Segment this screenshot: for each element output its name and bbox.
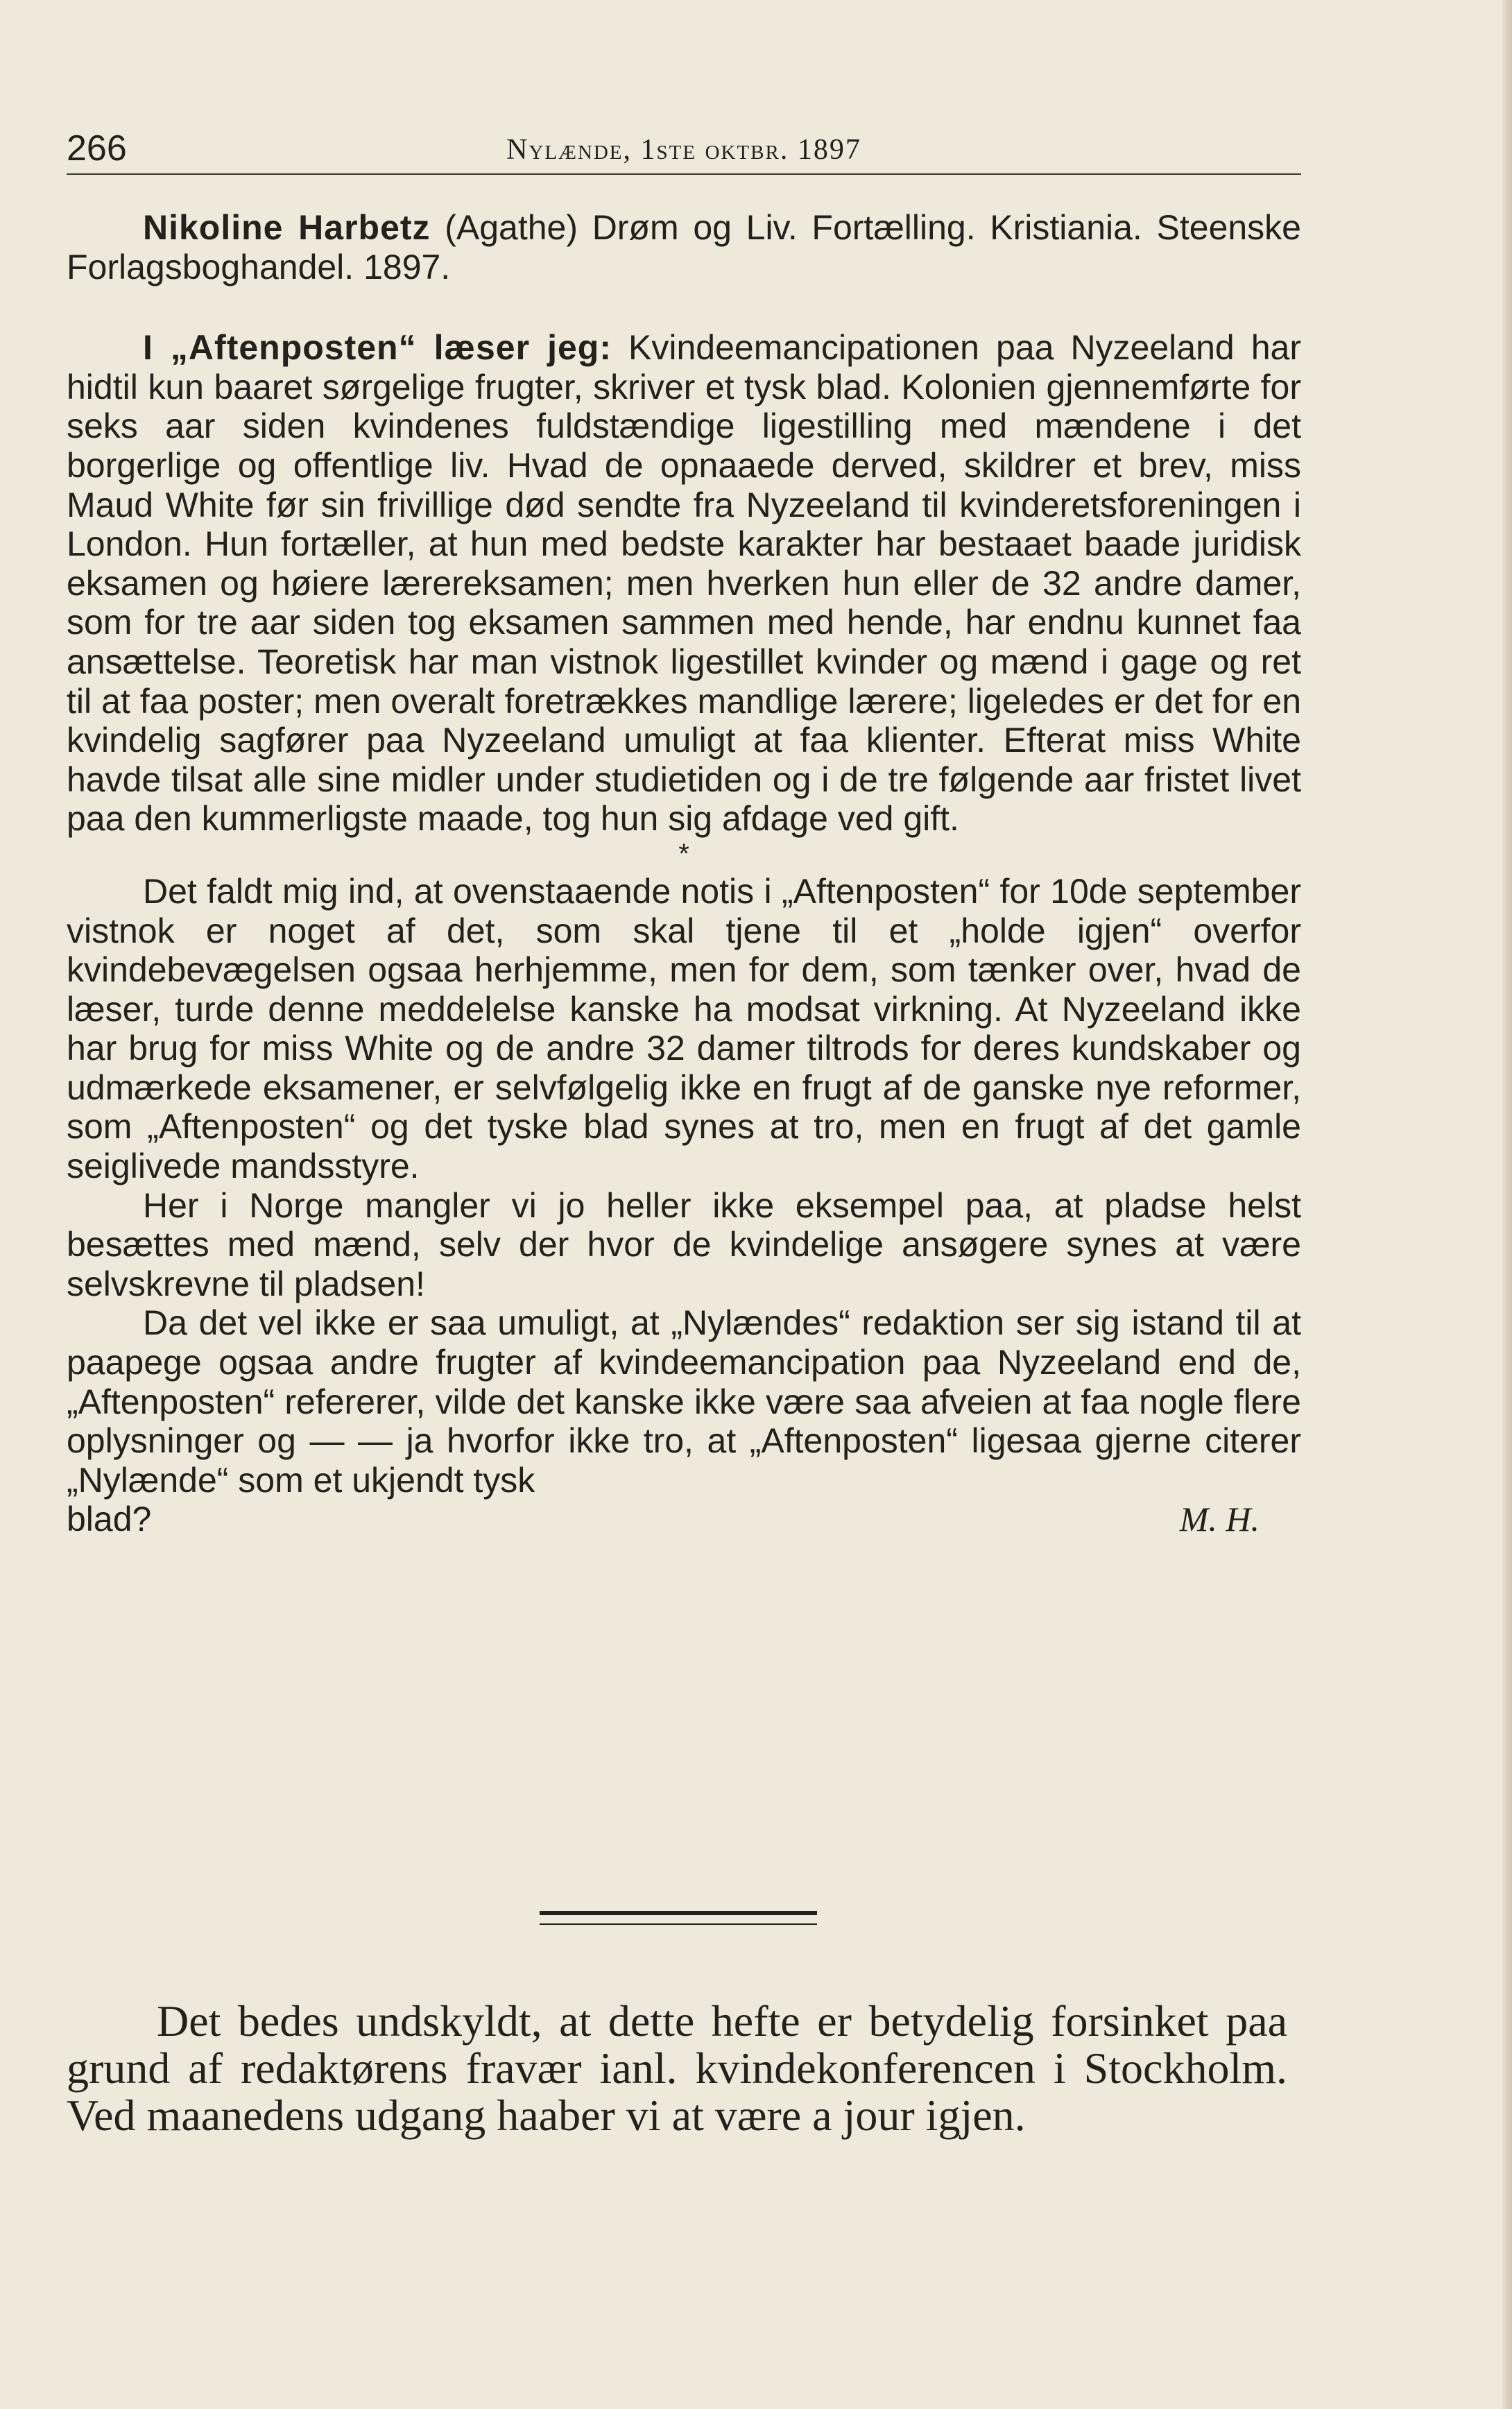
review-author: Nikoline Harbetz: [143, 208, 431, 247]
closing-line: [67, 1500, 1301, 1539]
page-header: [67, 118, 1301, 175]
paragraph-lead: I „Aftenposten“ læser jeg:: [143, 328, 612, 368]
signature: M. H.: [1179, 1500, 1260, 1539]
notice-text: Det bedes undskyldt, at dette hefte er betydelig forsinket paa grund af redaktørens fravær ianl. kvindekonferencen i Stockholm. Ved maanedens udgang haaber vi at være a jour igjen.: [67, 1996, 1287, 2140]
paragraph-4-end: blad?: [67, 1500, 152, 1539]
running-head: Nylænde, 1ste oktbr. 1897: [506, 134, 861, 166]
paragraph-3: Her i Norge mangler vi jo heller ikke eksempel paa, at pladse helst besættes med mænd, selv der hvor de kvindelige ansøgere synes at være selvskrevne til pladsen!: [67, 1185, 1301, 1303]
section-divider: [540, 1911, 817, 1925]
editorial-notice: [67, 1998, 1287, 2139]
paragraph-1-text: Kvindeemancipationen paa Nyzeeland har hidtil kun baaret sørgelige frugter, skriver et tysk blad. Kolonien gjennemførte for seks aar siden kvindenes fuldstændige ligestilling med mændene i det borgerlige og offentlige liv. Hvad de opnaaede derved, skildrer et brev, miss Maud White før sin frivillige død sendte fra Nyzeeland til kvinderetsforeningen i London. Hun fortæller, at hun med bedste karakter har bestaaet baade juridisk eksamen og høiere lærereksamen; men hverken hun eller de 32 andre damer, som for tre aar siden tog eksamen sammen med hende, har endnu kunnet faa ansættelse. Teoretisk har man vistnok ligestillet kvinder og mænd i gage og ret til at faa poster; men overalt foretrækkes mandlige lærere; ligeledes er det for en kvindelig sagfører paa Nyzeeland umuligt at faa klienter. Efterat miss White havde tilsat alle sine midler under studietiden og i de tre følgende aar fristet livet paa den kummerligste maade, tog hun sig afdage ved gift.: [67, 328, 1302, 839]
review-details: (Agathe) Drøm og Liv. Fortælling. Kristiania. Steenske Forlagsboghandel. 1897.: [67, 208, 1301, 286]
paragraph-2: Det faldt mig ind, at ovenstaaende notis i „Aftenposten“ for 10de september vistnok er noget af det, som skal tjene til et „holde igjen“ overfor kvindebevægelsen ogsaa herhjemme, men for dem, som tænker over, hvad de læser, turde denne meddelelse kanske ha modsat virkning. At Nyzeeland ikke har brug for miss White og de andre 32 damer tiltrods for deres kundskaber og udmærkede eksamener, er selvfølgelig ikke en frugt af de ganske nye reformer, som „Aftenposten“ og det tyske blad synes at tro, men en frugt af det gamle seiglivede mandsstyre.: [67, 871, 1301, 1186]
section-separator: *: [678, 838, 689, 869]
paragraph-1: [67, 328, 1301, 839]
page-edge-shadow: [1502, 0, 1512, 2409]
paragraph-4: Da det vel ikke er saa umuligt, at „Nylændes“ redaktion ser sig istand til at paapege ogsaa andre frugter af kvindeemancipation paa Nyzeeland end de, „Aftenposten“ refererer, vilde det kanske ikke være saa afveien at faa nogle flere oplysninger og — — ja hvorfor ikke tro, at „Aftenposten“ ligesaa gjerne citerer „Nylænde“ som et ukjendt tysk: [67, 1303, 1301, 1500]
article-body: [67, 208, 1301, 1539]
page-number: 266: [67, 128, 127, 169]
review-entry: [67, 208, 1301, 286]
